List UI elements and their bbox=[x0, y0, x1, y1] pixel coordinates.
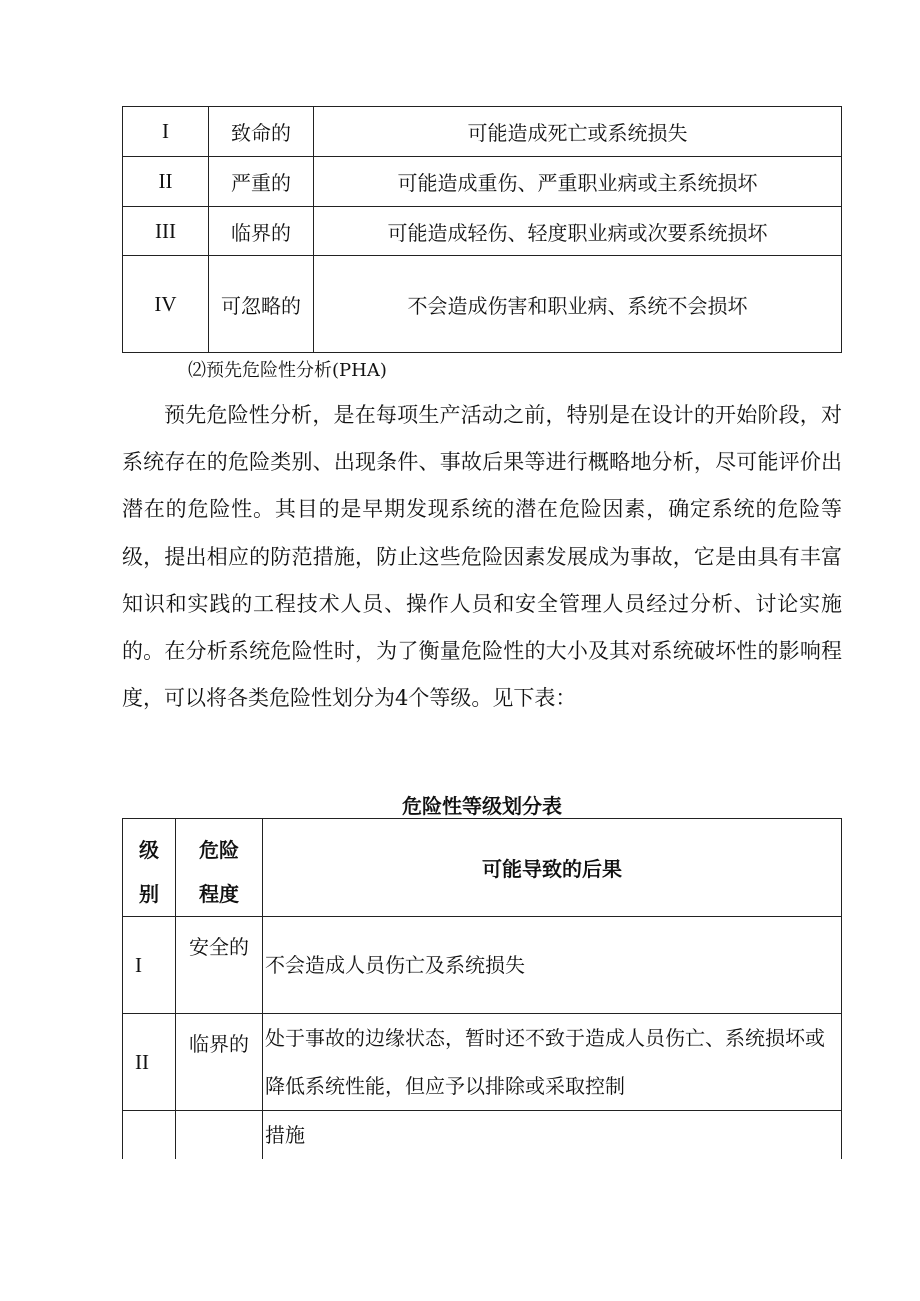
level-header bbox=[123, 819, 176, 917]
severity-table bbox=[122, 106, 842, 353]
result-cell: 可能造成重伤、严重职业病或主系统损坏 bbox=[314, 157, 842, 207]
table-row bbox=[123, 1014, 842, 1111]
level-cell: I bbox=[123, 107, 209, 157]
degree-header-line2: 程度 bbox=[199, 882, 239, 906]
result-cell: 不会造成人员伤亡及系统损失 bbox=[263, 917, 842, 1014]
degree-header bbox=[176, 819, 263, 917]
level-cell: I bbox=[123, 917, 176, 1014]
table-title: 危险性等级划分表 bbox=[402, 794, 562, 818]
table-row bbox=[123, 207, 842, 256]
result-cell: 可能造成轻伤、轻度职业病或次要系统损坏 bbox=[314, 207, 842, 256]
degree-cell: 严重的 bbox=[209, 157, 314, 207]
degree-cell bbox=[176, 1111, 263, 1160]
level-cell: III bbox=[123, 207, 209, 256]
level-header-line2: 别 bbox=[139, 882, 159, 906]
hazard-level-table bbox=[122, 818, 842, 1159]
degree-cell: 临界的 bbox=[176, 1014, 263, 1111]
degree-cell: 安全的 bbox=[176, 917, 263, 1014]
body-paragraph: 预先危险性分析，是在每项生产活动之前，特别是在设计的开始阶段，对系统存在的危险类别、出现条件、事故后果等进行概略地分析，尽可能评价出潜在的危险性。其目的是早期发现系统的潜在危险因素，确定系统的危险等级，提出相应的防范措施，防止这些危险因素发展成为事故，它是由具有丰富知识和实践的工程技术人员、操作人员和安全管理人员经过分析、讨论实施的。在分析系统危险性时，为了衡量危险性的大小及其对系统破坏性的影响程度，可以将各类危险性划分为4个等级。见下表： bbox=[122, 403, 842, 711]
result-cell: 措施 bbox=[263, 1111, 842, 1160]
result-cell: 可能造成死亡或系统损失 bbox=[314, 107, 842, 157]
table-row bbox=[123, 107, 842, 157]
table-row bbox=[123, 917, 842, 1014]
degree-cell: 致命的 bbox=[209, 107, 314, 157]
level-cell: II bbox=[123, 1014, 176, 1111]
result-header: 可能导致的后果 bbox=[263, 819, 842, 917]
table-row bbox=[123, 1111, 842, 1160]
degree-cell: 临界的 bbox=[209, 207, 314, 256]
degree-cell: 可忽略的 bbox=[209, 256, 314, 353]
table-row bbox=[123, 256, 842, 353]
level-header-line1: 级 bbox=[139, 838, 159, 862]
result-cell: 不会造成伤害和职业病、系统不会损坏 bbox=[314, 256, 842, 353]
result-cell: 处于事故的边缘状态，暂时还不致于造成人员伤亡、系统损坏或降低系统性能，但应予以排除或采取控制 bbox=[263, 1014, 842, 1111]
level-cell: IV bbox=[123, 256, 209, 353]
level-cell: II bbox=[123, 157, 209, 207]
section-heading: ⑵预先危险性分析(PHA) bbox=[188, 360, 387, 381]
table-header-row bbox=[123, 819, 842, 917]
table-row bbox=[123, 157, 842, 207]
level-cell bbox=[123, 1111, 176, 1160]
degree-header-line1: 危险 bbox=[199, 838, 239, 862]
